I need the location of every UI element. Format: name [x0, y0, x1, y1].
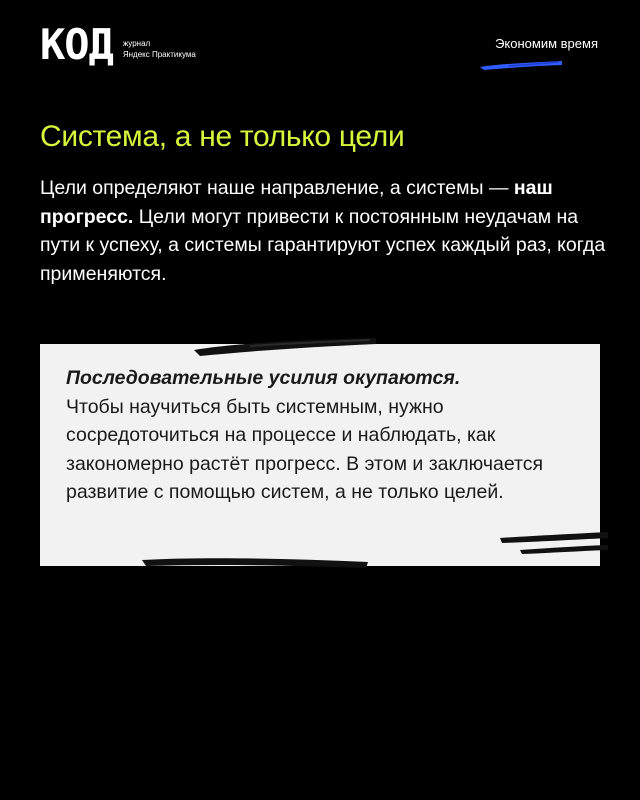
intro-paragraph — [40, 174, 610, 288]
intro-text-bold: наш прогресс. — [40, 177, 553, 228]
brush-stroke-dark-right — [500, 526, 610, 556]
intro-text-part-1: Цели определяют наше направление, а системы — — [40, 177, 514, 199]
logo-wordmark: КОД — [40, 20, 113, 69]
logo-subtitle-line-2: Яндекс Практикума — [122, 50, 196, 59]
logo-subtitle-line-1: журнал — [122, 39, 151, 48]
brush-stroke-dark — [190, 334, 380, 358]
kod-logo — [40, 20, 196, 69]
brush-stroke-dark-bottom — [140, 552, 370, 570]
intro-text-part-2: Цели могут привести к постоянным неудачам на пути к успеху, а системы гарантируют успех каждый раз, когда применяются. — [40, 205, 606, 285]
quote-lead: Последовательные усилия окупаются. — [66, 367, 461, 389]
brush-stroke-blue — [478, 58, 564, 72]
series-label: Экономим время — [495, 36, 598, 51]
page-title: Система, а не только цели — [40, 120, 405, 153]
quote-body: Чтобы научиться быть системным, нужно сосредоточиться на процессе и наблюдать, как закономерно растёт прогресс. В этом и заключается развитие с помощью систем, а не только целей. — [66, 395, 544, 503]
quote-paragraph — [66, 364, 586, 507]
logo-subtitle — [123, 38, 196, 60]
